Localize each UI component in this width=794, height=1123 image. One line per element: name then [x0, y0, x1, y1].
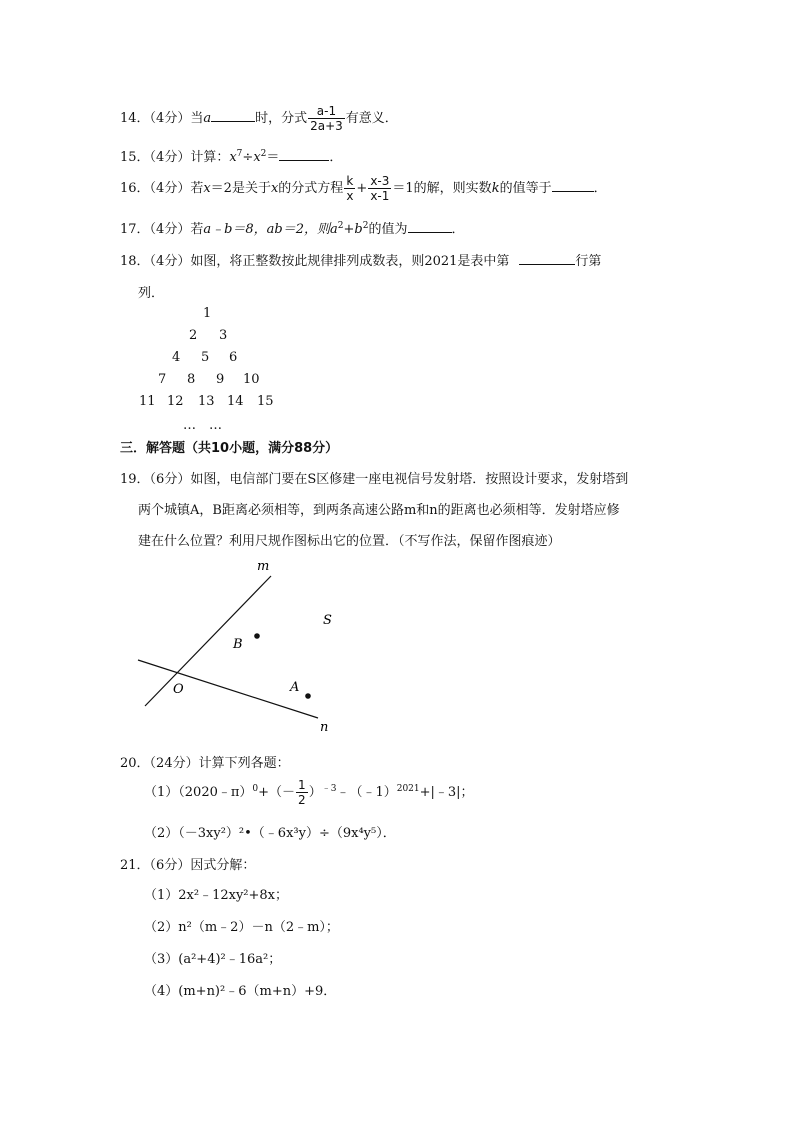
q20-part2: （2）（－3xy²）²•（﹣6x³y）÷（9x⁴y⁵）．: [144, 826, 396, 841]
label-o: O: [173, 682, 184, 697]
town-b-point: [254, 633, 260, 639]
q20-p1-exp2: 2021: [396, 784, 420, 794]
q20-p1-b: +（－: [258, 785, 296, 800]
q20-p1-fraction: [296, 778, 308, 807]
triangle-cell: 13: [198, 394, 215, 409]
q15-div: ÷: [242, 150, 254, 165]
q18-line1: 18．（4分）如图，将正整数按此规律排列成数表，则2021是表中第: [120, 254, 510, 269]
triangle-cell: 1: [203, 306, 212, 321]
q15-exp-b: 2: [260, 149, 267, 159]
label-m: m: [257, 559, 270, 574]
q20-p1-d: ﹣（﹣1）: [336, 785, 397, 800]
q16-f1-numerator: k: [344, 174, 355, 189]
q16-score: （4分）若: [149, 181, 204, 196]
q14-tail: 有意义．: [345, 111, 398, 126]
triangle-cell: 14: [227, 394, 244, 409]
q16-f2-numerator: x-3: [370, 174, 390, 188]
q18-line1-end: 行第: [575, 254, 602, 269]
triangle-cell: 9: [216, 372, 225, 387]
triangle-cell: 10: [243, 372, 260, 387]
q21-title: 21．（6分）因式分解：: [120, 858, 256, 873]
triangle-cell: 6: [229, 350, 238, 365]
q15-end: ．: [329, 150, 343, 165]
q14-variable: a: [203, 111, 212, 126]
q21-item: （2）n²（m﹣2）－n（2﹣m）；: [144, 920, 339, 935]
q17-text: 的值为: [368, 222, 408, 237]
q19-line2: 两个城镇A，B距离必须相等，到两条高速公路m和n的距离也必须相等．发射塔应修: [138, 503, 620, 518]
q20-p1-denominator: 2: [298, 793, 306, 807]
q16-cond: ＝2是关于: [210, 181, 271, 196]
label-a: A: [290, 680, 300, 695]
q19-line3: 建在什么位置？利用尺规作图标出它的位置．（不写作法，保留作图痕迹）: [138, 534, 561, 549]
triangle-cell: 2: [189, 328, 198, 343]
q16-plus: +: [356, 181, 368, 196]
q17-exp1: 2: [337, 221, 344, 231]
triangle-cell: 8: [187, 372, 196, 387]
q14-frac-denominator: 2a+3: [310, 119, 343, 133]
q15-number: 15．: [120, 150, 150, 165]
q20-p1-exp0: 0: [252, 784, 259, 794]
q16-number: 16．: [120, 181, 150, 196]
q16-var: x: [203, 181, 211, 196]
q20-p1-numerator: 1: [298, 778, 306, 792]
q17-number: 17．: [120, 222, 150, 237]
q21-item: （1）2x²﹣12xy²+8x；: [144, 888, 289, 903]
q14-text: 时，分式: [255, 111, 308, 126]
q14-score: （4分）当: [149, 111, 204, 126]
q17-exp2: 2: [362, 221, 369, 231]
label-s: S: [323, 613, 332, 628]
q16-var2: x: [270, 181, 279, 196]
label-n: n: [320, 720, 329, 735]
q14-number: 14．: [120, 111, 150, 126]
town-a-point: [305, 693, 311, 699]
triangle-cell: 3: [219, 328, 228, 343]
q16-text3: 的值等于: [499, 181, 552, 196]
q20-title: 20．（24分）计算下列各题：: [120, 756, 290, 771]
triangle-cell: 7: [158, 372, 167, 387]
q16-f2-denominator: x-1: [370, 189, 390, 203]
q16-text1: 的分式方程: [278, 181, 344, 196]
q19-line1: 19．（6分）如图，电信部门要在S区修建一座电视信号发射塔．按照设计要求，发射塔到: [120, 472, 629, 487]
triangle-cell: 12: [167, 394, 184, 409]
q20-part1: [144, 778, 474, 807]
q17-cond: a﹣b＝8，ab＝2，则: [203, 222, 331, 237]
q15-base-b: x: [253, 150, 261, 165]
q20-p1-f: +|﹣3|；: [419, 785, 474, 800]
q15-score: （4分）计算：: [149, 150, 230, 165]
q17-b: b: [354, 222, 363, 237]
q17-plus: +: [343, 222, 355, 237]
q14-frac-numerator: a-1: [308, 104, 345, 119]
road-m-line: [145, 576, 271, 706]
q20-p1-exp1: ﹣3: [321, 784, 337, 794]
q16-k: k: [491, 181, 500, 196]
triangle-cell: 11: [139, 394, 156, 409]
triangle-cell: 15: [257, 394, 274, 409]
q17-score: （4分）若: [149, 222, 204, 237]
q20-p1-a: （1）（2020﹣π）: [144, 785, 253, 800]
section-heading: 三．解答题（共10小题，满分88分）: [120, 441, 339, 456]
q21-item: （3）(a²+4)²﹣16a²；: [144, 952, 282, 967]
triangle-ellipsis: … …: [183, 418, 223, 433]
label-b: B: [233, 637, 243, 652]
q16-text2: ＝1的解，则实数: [392, 181, 492, 196]
q16-end: ．: [593, 181, 607, 196]
q15-exp-a: 7: [236, 149, 243, 159]
q21-item: （4）(m+n)²﹣6（m+n）+9．: [144, 984, 337, 999]
q16-f1-denominator: x: [346, 189, 354, 203]
q15-base-a: x: [229, 150, 237, 165]
q15-eq: ＝: [266, 150, 280, 165]
q17-a: a: [330, 222, 338, 237]
q18-line2: 列．: [138, 286, 165, 301]
q17-end: ．: [451, 222, 465, 237]
q20-p1-c: ）: [308, 785, 322, 800]
triangle-cell: 4: [172, 350, 181, 365]
triangle-cell: 5: [201, 350, 210, 365]
